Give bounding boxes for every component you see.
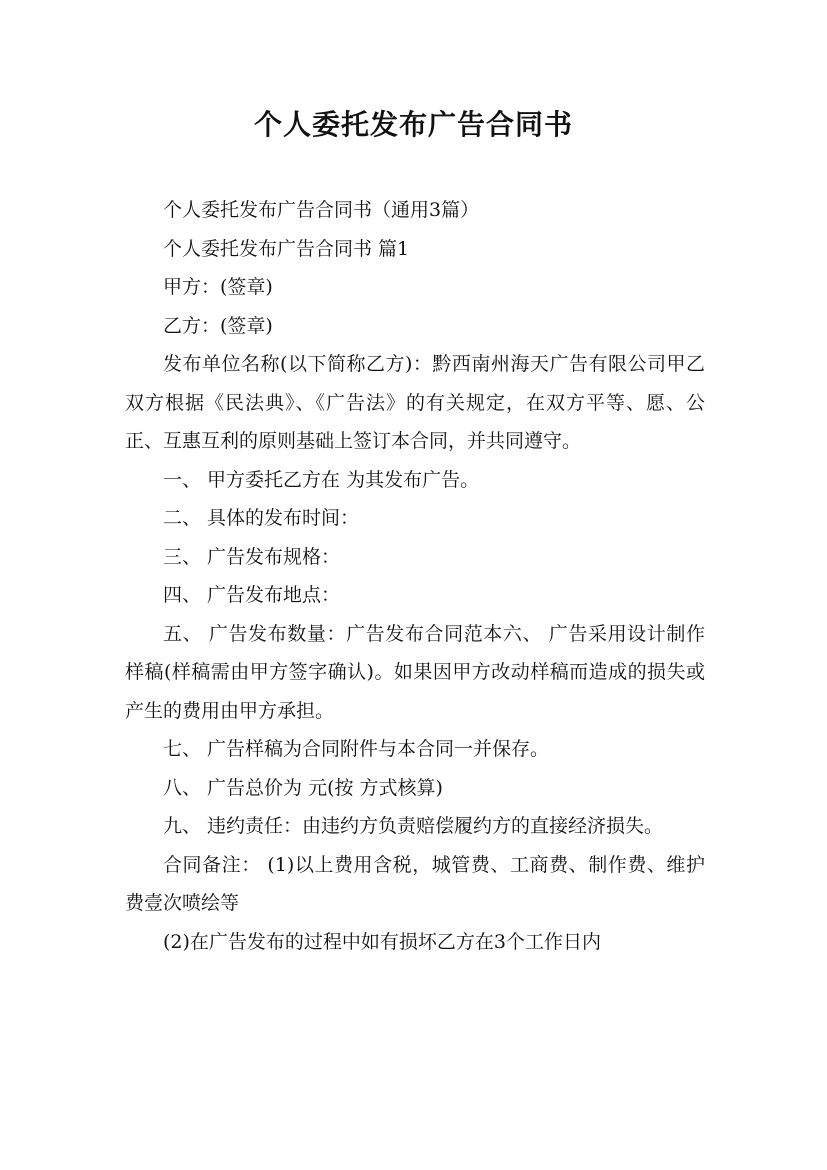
paragraph-subtitle: 个人委托发布广告合同书（通用3篇） [163, 199, 480, 221]
document-body [125, 191, 705, 961]
paragraph-clause-4: 四、 广告发布地点： [163, 584, 341, 606]
paragraph-clause-7: 七、 广告样稿为合同附件与本合同一并保存。 [163, 738, 550, 760]
paragraph-remarks-2: (2)在广告发布的过程中如有损坏乙方在3个工作日内 [163, 930, 602, 953]
paragraph-party-b: 乙方：(签章) [163, 314, 273, 337]
paragraph-section-heading: 个人委托发布广告合同书 篇1 [163, 237, 410, 260]
paragraph-clause-2: 二、 具体的发布时间： [163, 507, 360, 529]
paragraph-clause-1: 一、 甲方委托乙方在 为其发布广告。 [163, 468, 480, 491]
paragraph-clause-8: 八、 广告总价为 元(按 方式核算) [163, 776, 443, 799]
paragraph-clause-5-6: 五、 广告发布数量：广告发布合同范本六、 广告采用设计制作样稿(样稿需由甲方签字确认)。如果因甲方改动样稿而造成的损失或产生的费用由甲方承担。 [125, 622, 705, 722]
paragraph-publisher: 发布单位名称(以下简称乙方)：黔西南州海天广告有限公司甲乙双方根据《民法典》、《广告法》的有关规定，在双方平等、愿、公正、互惠互利的原则基础上签订本合同，并共同遵守。 [125, 353, 705, 452]
paragraph-clause-3: 三、 广告发布规格： [163, 545, 341, 568]
paragraph-remarks: 合同备注： (1)以上费用含税，城管费、工商费、制作费、维护费壹次喷绘等 [125, 853, 705, 914]
paragraph-party-a: 甲方：(签章) [163, 276, 273, 298]
document-title: 个人委托发布广告合同书 [253, 108, 573, 141]
paragraph-clause-9: 九、 违约责任：由违约方负责赔偿履约方的直接经济损失。 [163, 815, 664, 837]
